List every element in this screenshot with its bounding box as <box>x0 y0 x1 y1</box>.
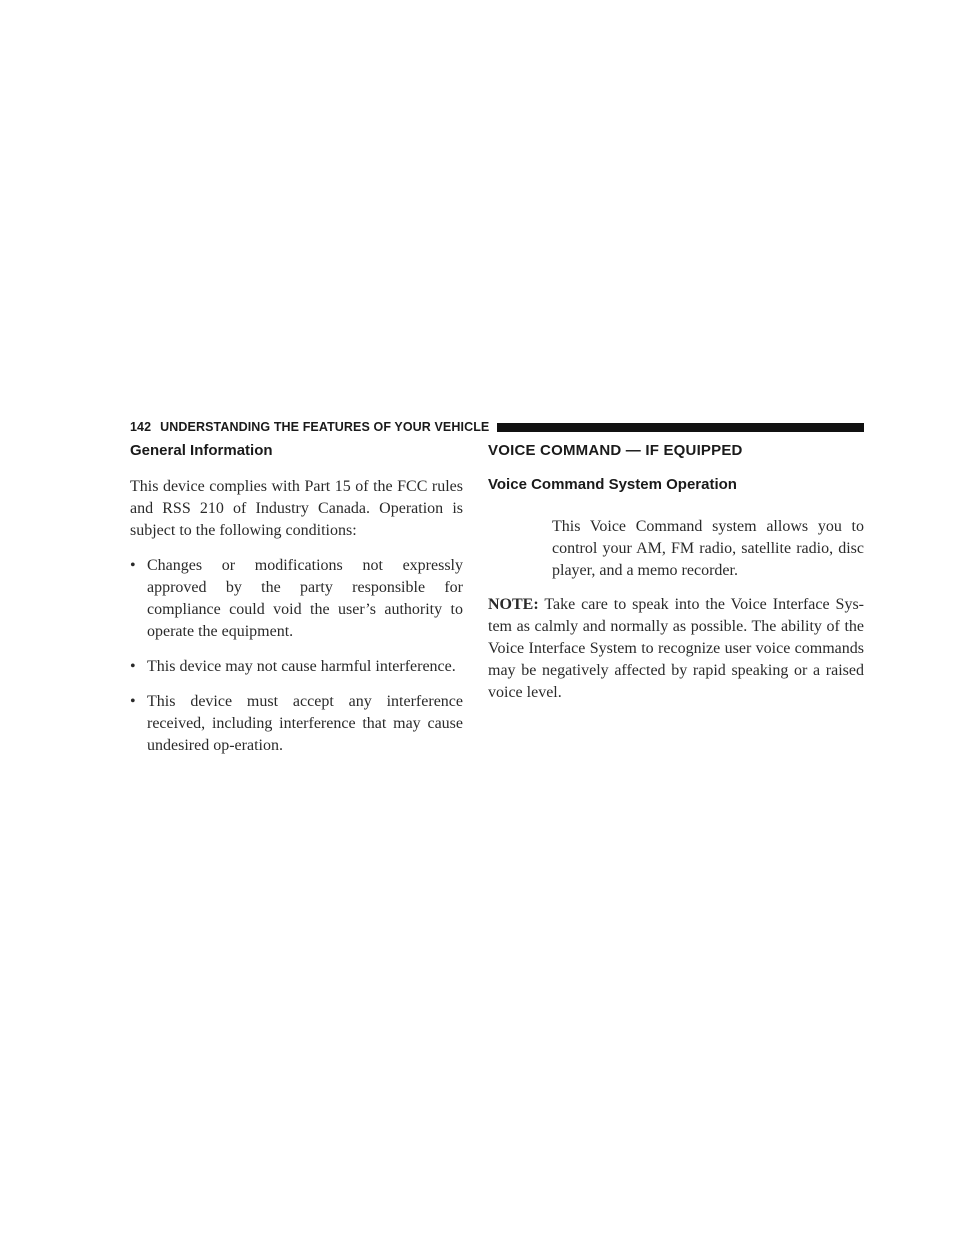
general-information-heading: General Information <box>130 442 273 459</box>
voice-command-section-heading: VOICE COMMAND — IF EQUIPPED <box>488 442 743 459</box>
page-header <box>130 418 864 436</box>
conditions-list <box>130 555 463 757</box>
page-number: 142 <box>130 420 152 434</box>
chapter-title: UNDERSTANDING THE FEATURES OF YOUR VEHICLE <box>160 420 490 434</box>
note-paragraph <box>488 594 864 704</box>
left-column <box>130 442 463 757</box>
list-item-text: This device may not cause harmful interference. <box>147 658 456 675</box>
header-rule <box>497 423 864 432</box>
note-label: NOTE: <box>488 596 539 613</box>
voice-command-subheading: Voice Command System Operation <box>488 476 737 493</box>
bullet-icon: • <box>130 557 136 574</box>
right-column <box>488 442 864 704</box>
voice-command-description: This Voice Command system allows you to control your AM, FM radio, satellite radio, disc player, and a memo recorder. <box>552 518 864 579</box>
list-item <box>130 691 463 757</box>
list-item-text: Changes or modifications not expressly approved by the party responsible for compliance could void the user’s authority to operate the equipment. <box>147 557 463 640</box>
list-item-text: This device must accept any interference received, including interference that may cause undesired op-eration. <box>147 693 463 754</box>
list-item <box>130 555 463 643</box>
bullet-icon: • <box>130 693 136 710</box>
note-text: Take care to speak into the Voice Interface Sys-tem as calmly and normally as possible. The ability of the Voice Interface System to recognize user voice commands may be negatively affected by rapid speaking or a raised voice level. <box>488 596 864 701</box>
fcc-intro-paragraph: This device complies with Part 15 of the FCC rules and RSS 210 of Industry Canada. Operation is subject to the following conditions: <box>130 478 463 539</box>
bullet-icon: • <box>130 658 136 675</box>
list-item <box>130 656 463 678</box>
